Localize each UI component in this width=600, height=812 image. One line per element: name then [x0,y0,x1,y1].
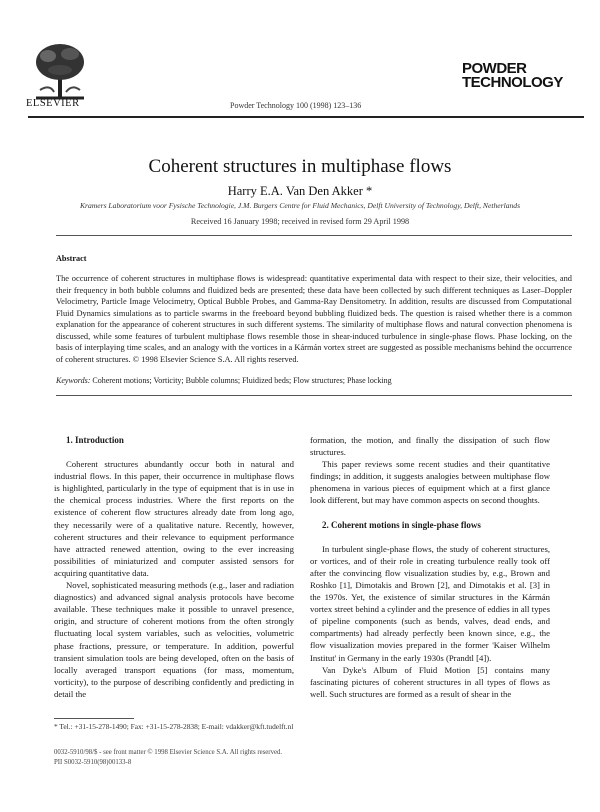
abstract-text: The occurrence of coherent structures in multiphase flows is widespread: quantitative experimental data with respect to their size, their velocities, and their frequency in both bubble columns and fluidized beds are presented; these data have been collected by such different techniques as Laser–Doppler Velocimetry, Particle Image Velocimetry, Optical Bubble Probes, and Gamma-Ray Densitometry. In addition, results are discussed from Computational Fluid Dynamics simulations as to particle swarms in the freeboard beyond bubbling fluidized beds. The question is raised whether there is a common explanation for the appearance of coherent structures in such different systems. The similarity of multiphase flows and natural convection phenomena is discussed, while some features of turbulent multiphase flows resemble those in shear-induced turbulence in single-phase flows. Phase locking, on the basis of interplaying time scales, and an analogy with the vortices in a Kármán vortex street are suggested as possible mechanisms behind the occurrence of coherent structures. [56,274,572,364]
keywords-label: Keywords: [56,376,91,385]
publisher-name: ELSEVIER [26,98,80,109]
abstract-heading: Abstract [56,254,87,263]
section-heading-single-phase: 2. Coherent motions in single-phase flows [322,519,481,530]
footnote-divider [54,718,134,719]
keywords-line [56,376,572,385]
received-dates: Received 16 January 1998; received in revised form 29 April 1998 [190,217,410,226]
header-divider [28,116,584,118]
copyright-block [54,748,354,768]
section-heading-introduction: 1. Introduction [66,435,124,445]
paragraph: Van Dyke's Album of Fluid Motion [5] contains many fascinating pictures of coherent structures in all types of flows as well. Such structures are formed as a result of shear in the [310,664,550,699]
paragraph: In turbulent single-phase flows, the study of coherent structures, or vortices, and of their role in creating turbulence really took off after the convincing flow visualization studies by, e.g., Brown and Roshko [1], Dimotakis and Brown [2], and Dimotakis et al. [3] in the 1970s. Yet, the existence of similar structures in the Kármán vortex street behind a cylinder and the presence of eddies in all types of pipeline components (such as bends, valves, dead ends, and compartments) had already perfectly been known since, e.g., the flow visualization movies prepared in the former 'Kaiser Wilhelm Institut' in Germany in the early 1930s (Prandtl [4]). [310,543,550,663]
pii-line: PII S0032-5910(98)00133-8 [54,759,132,766]
copyright-line: 0032-5910/98/$ - see front matter © 1998 Elsevier Science S.A. All rights reserved. [54,749,283,756]
journal-title [462,62,582,90]
left-column [54,434,294,700]
abstract-body [56,273,572,365]
abstract-top-divider [56,235,572,236]
article-title: Coherent structures in multiphase flows [148,156,452,177]
paragraph: This paper reviews some recent studies and their quantitative findings; in addition, it suggests analogies between multiphase flow phenomena in various pieces of equipment which at a first glance look different, but may have common aspects on second thoughts. [310,459,550,506]
paragraph: formation, the motion, and finally the dissipation of such flow structures. [310,435,550,458]
elsevier-tree-logo-icon [30,40,90,102]
abstract-bottom-divider [56,395,572,396]
author-affiliation: Kramers Laboratorium voor Fysische Technologie, J.M. Burgers Centre for Fluid Mechanics, Delft University of Technology, Delft, Netherlands [79,201,521,210]
paragraph: Coherent structures abundantly occur both in natural and industrial flows. In this paper, their occurrence in multiphase flows is highlighted, particularly in the type of equipment that is in use in the chemical process industries. Where the first reports on the existence of coherent flow structures already date from long ago, they necessarily were of a qualitative nature. Recently, however, coherent structures and their relevance to equipment performance have attracted renewed attention, owing to the ever increasing possibilities of miniaturized and computer assisted sensors for acquiring quantitative data. [54,459,294,578]
journal-title-line1: POWDER [462,60,527,77]
abstract-copyright: © 1998 Elsevier Science S.A. All rights reserved. [132,354,299,364]
keywords-text: Coherent motions; Vorticity; Bubble columns; Fluidized beds; Flow structures; Phase locking [92,376,392,385]
journal-reference: Powder Technology 100 (1998) 123–136 [230,101,362,110]
journal-title-line2: TECHNOLOGY [462,74,563,91]
author-name: Harry E.A. Van Den Akker * [227,184,373,198]
right-column [310,434,550,700]
paragraph: Novel, sophisticated measuring methods (e.g., laser and radiation diagnostics) and advanced signal analysis protocols have become available. These techniques make it possible to unravel presence, origin, and structure of coherent motions from the often strongly fluctuating local system variables, such as velocities, volumetric phase fractions, pressure, or temperature. In addition, powerful transient simulation tools are being developed, often on the basis of locally averaged transport equations (for mass, momentum, vorticity), to the purpose of describing confidently and predicting in detail the [54,580,294,699]
corresponding-author-footnote: * Tel.: +31-15-278-1490; Fax: +31-15-278-2838; E-mail: vdakker@kft.tudelft.nl [54,722,294,731]
